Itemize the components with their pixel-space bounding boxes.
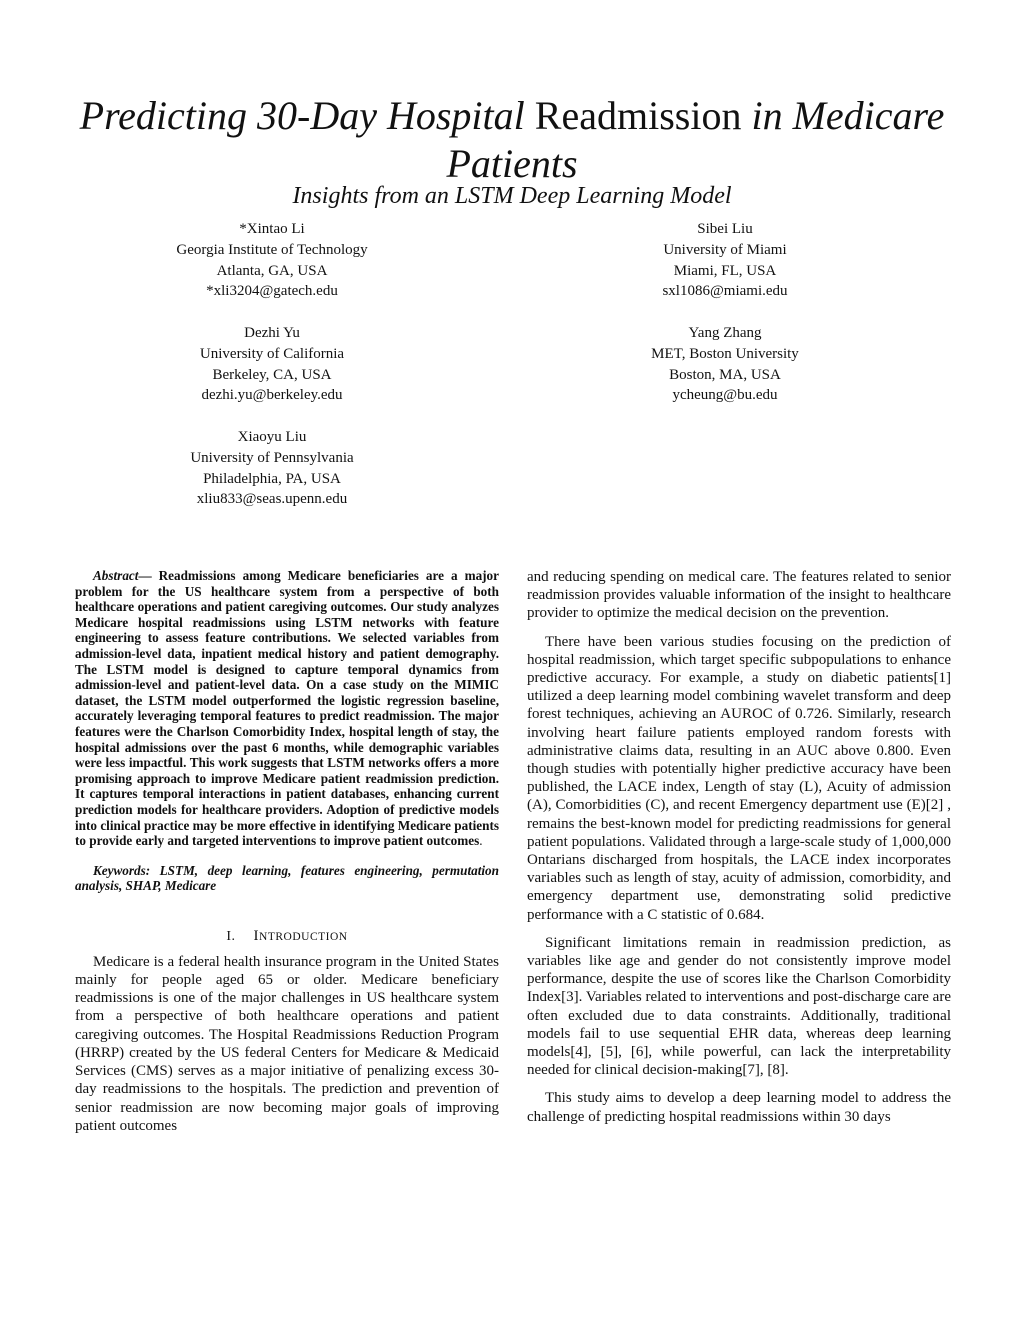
paragraph-study-aim: This study aims to develop a deep learning model to address the challenge of predicting hospital readmissions within 30 days bbox=[527, 1090, 951, 1125]
right-column bbox=[527, 568, 951, 1126]
paper-subtitle: Insights from an LSTM Deep Learning Model bbox=[292, 183, 732, 209]
author-block-4 bbox=[560, 323, 890, 406]
author-name: *Xintao Li bbox=[239, 221, 305, 237]
left-column bbox=[75, 568, 499, 1135]
author-name: Xiaoyu Liu bbox=[237, 429, 307, 445]
abstract-end: . bbox=[479, 833, 483, 849]
title-line-2: Patients bbox=[446, 141, 578, 186]
abstract bbox=[75, 568, 499, 849]
author-block-2 bbox=[560, 219, 890, 302]
author-location: Miami, FL, USA bbox=[673, 262, 777, 279]
abstract-dash: — bbox=[138, 568, 159, 583]
title-line-1 bbox=[0, 92, 1024, 140]
author-email: xliu833@seas.upenn.edu bbox=[196, 491, 348, 508]
author-affiliation: University of California bbox=[199, 345, 345, 362]
abstract-text: Readmissions among Medicare beneficiaries are a major problem for the US healthcare system from a perspective of both healthcare operations and patient caregiving outcomes. Our study analyzes Medicare hospital readmissions using LSTM networks with feature engineering to assess feature contributions. We selected variables from admission-level data, inpatient medical history and patient demography. The LSTM model is designed to capture temporal dynamics from admission-level and patient-level data. On a case study on the MIMIC dataset, the LSTM model outperformed the logistic regression baseline, accurately leveraging temporal features to predict readmission. The major features were the Charlson Comorbidity Index, hospital length of stay, the hospital admissions over the past 6 months, while demographic variables were less impactful. This work suggests that LSTM networks offers a more promising approach to improve Medicare patient readmission prediction. It captures temporal interactions in patient databases, enhancing current prediction models for healthcare providers. Adoption of predictive models into clinical practice may be more effective in identifying Medicare patients to provide early and targeted interventions to improve patient outcomes bbox=[75, 568, 499, 849]
author-block-1 bbox=[107, 219, 437, 302]
author-block-3 bbox=[107, 323, 437, 406]
section-number: I. bbox=[226, 928, 236, 944]
author-block-5 bbox=[107, 427, 437, 510]
title-part-3: in Medicare bbox=[751, 93, 945, 138]
intro-paragraph-1: Medicare is a federal health insurance program in the United States mainly for people aged 65 or older. Medicare beneficiary readmissions is one of the major challenges in US healthcare system from a perspective of both healthcare operations and patient caregiving outcomes. The Hospital Readmissions Reduction Program (HRRP) created by the US federal Centers for Medicare & Medicaid Services (CMS) serves as a major initiative of penalizing excess 30-day readmissions to the hospitals. The prediction and prevention of senior readmission are now becoming major goals of improving patient outcomes bbox=[75, 953, 499, 1134]
author-name: Yang Zhang bbox=[688, 325, 762, 341]
paragraph-prior-studies: There have been various studies focusing on the prediction of hospital readmission, which target specific subpopulations to enhance predictive accuracy. For example, a study on diabetic patients[1] utilized a deep learning model combining wavelet transform and deep forest techniques, achieving an AUROC of 0.726. Similarly, research involving heart failure patients employed random forests with administrative claims data, resulting in an AUC above 0.800. Even though studies with potentially higher predictive accuracy have been published, the LACE index, Length of stay (L), Acuity of admission (A), Comorbidities (C), and recent Emergency department use (E)[2] , remains the best-known model for predicting readmissions for general patient populations. Validated through a large-scale study of 1,000,000 Ontarians discharged from hospitals, the LACE index incorporates variables such as length of stay, acuity of admission, comorbidity, and emergency department use, demonstrating solid predictive performance with a C statistic of 0.684. bbox=[527, 633, 951, 923]
keywords: Keywords: LSTM, deep learning, features engineering, permutation analysis, SHAP, Medicare bbox=[75, 862, 499, 894]
author-email: sxl1086@miami.edu bbox=[662, 283, 788, 300]
section-title: INTRODUCTION bbox=[253, 927, 348, 944]
paragraph-limitations: Significant limitations remain in readmission prediction, as variables like age and gender do not consistently improve model performance, despite the use of scores like the Charlson Comorbidity Index[3]. Variables related to interventions and post-discharge care are often excluded due to data constraints. Additionally, traditional models fail to use sequential EHR data, whereas deep learning models[4], [5], [6], while powerful, can lack the interpretability needed for clinical decision-making[7], [8]. bbox=[527, 934, 951, 1079]
section-heading bbox=[75, 928, 499, 945]
author-affiliation: MET, Boston University bbox=[651, 345, 799, 362]
author-affiliation: University of Pennsylvania bbox=[190, 449, 354, 466]
author-affiliation: University of Miami bbox=[663, 241, 787, 258]
author-email: *xli3204@gatech.edu bbox=[206, 283, 338, 300]
paragraph-continued: and reducing spending on medical care. The features related to senior readmission provides valuable information of the insight to healthcare provider to optimize the medical decision on the prevention. bbox=[527, 569, 951, 622]
title-part-2: Readmission bbox=[534, 93, 742, 138]
author-location: Berkeley, CA, USA bbox=[212, 366, 332, 383]
paper-title bbox=[0, 92, 1024, 188]
author-name: Dezhi Yu bbox=[244, 325, 300, 341]
title-part-1: Predicting 30-Day Hospital bbox=[79, 93, 525, 138]
author-location: Boston, MA, USA bbox=[669, 366, 781, 383]
abstract-label: Abstract bbox=[93, 568, 139, 583]
author-email: dezhi.yu@berkeley.edu bbox=[201, 387, 343, 404]
author-location: Philadelphia, PA, USA bbox=[203, 470, 341, 487]
author-email: ycheung@bu.edu bbox=[672, 387, 778, 404]
author-affiliation: Georgia Institute of Technology bbox=[176, 241, 368, 258]
author-name: Sibei Liu bbox=[697, 221, 753, 237]
author-location: Atlanta, GA, USA bbox=[216, 262, 328, 279]
